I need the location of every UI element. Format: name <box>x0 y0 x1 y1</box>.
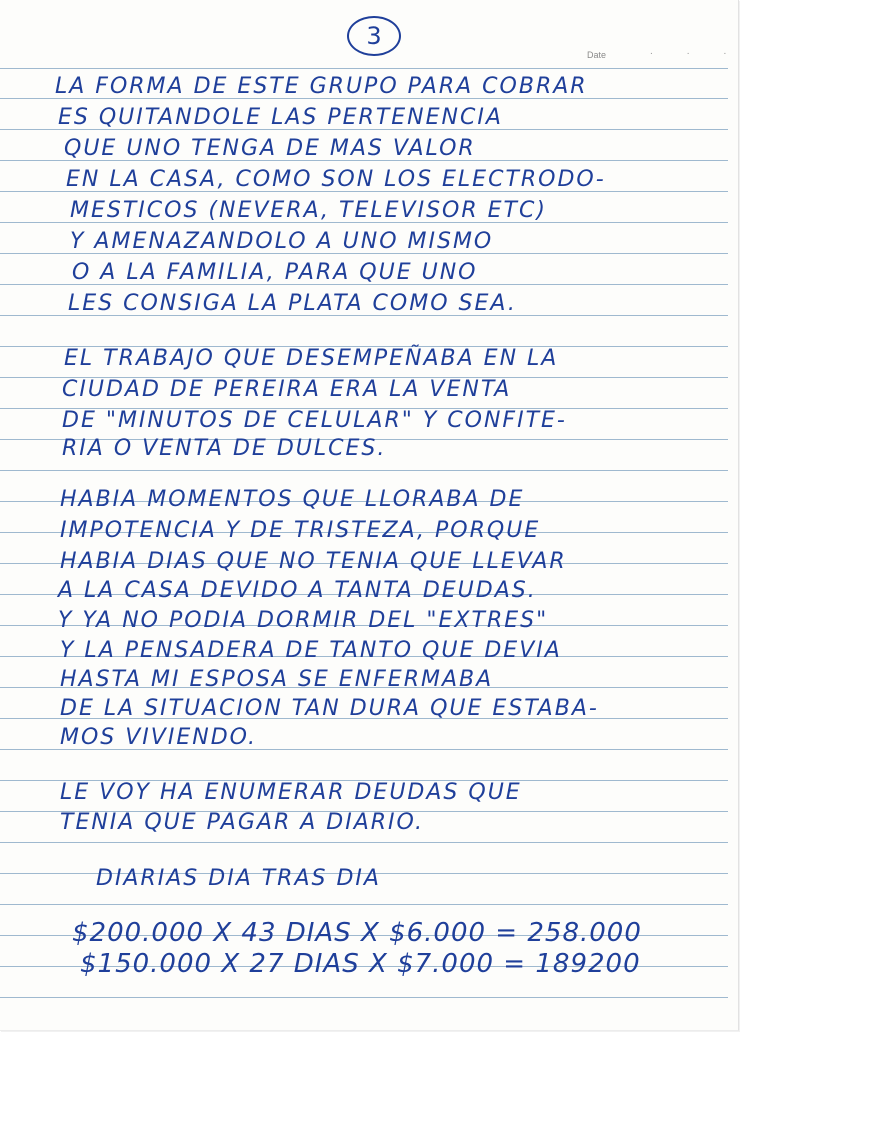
text-line: Y LA PENSADERA DE TANTO QUE DEVIA <box>60 638 562 663</box>
section-heading: DIARIAS DIA TRAS DIA <box>96 866 381 891</box>
text-line: HABIA MOMENTOS QUE LLORABA DE <box>60 487 525 512</box>
text-line: RIA O VENTA DE DULCES. <box>62 436 387 461</box>
text-line: MESTICOS (NEVERA, TELEVISOR ETC) <box>70 198 547 223</box>
text-line: TENIA QUE PAGAR A DIARIO. <box>60 810 424 835</box>
text-line: O A LA FAMILIA, PARA QUE UNO <box>72 260 478 285</box>
text-line: EN LA CASA, COMO SON LOS ELECTRODO- <box>66 167 606 192</box>
text-line: HASTA MI ESPOSA SE ENFERMABA <box>60 667 494 692</box>
debt-line: $150.000 X 27 DIAS X $7.000 = 189200 <box>80 949 641 979</box>
text-line: HABIA DIAS QUE NO TENIA QUE LLEVAR <box>60 549 567 574</box>
text-line: DE "MINUTOS DE CELULAR" Y CONFITE- <box>62 408 567 433</box>
text-line: MOS VIVIENDO. <box>60 725 258 750</box>
text-line: Y AMENAZANDOLO A UNO MISMO <box>70 229 494 254</box>
debt-line: $200.000 X 43 DIAS X $6.000 = 258.000 <box>72 918 642 948</box>
date-dots: ... <box>650 46 761 57</box>
text-line: IMPOTENCIA Y DE TRISTEZA, PORQUE <box>60 518 541 543</box>
ruled-line <box>0 842 728 843</box>
text-line: DE LA SITUACION TAN DURA QUE ESTABA- <box>60 696 599 721</box>
text-line: LES CONSIGA LA PLATA COMO SEA. <box>68 291 517 316</box>
text-line: LA FORMA DE ESTE GRUPO PARA COBRAR <box>55 74 588 99</box>
text-line: EL TRABAJO QUE DESEMPEÑABA EN LA <box>64 346 559 371</box>
ruled-line <box>0 904 728 905</box>
ruled-line <box>0 470 728 471</box>
ruled-line <box>0 997 728 998</box>
ruled-line <box>0 68 728 69</box>
text-line: Y YA NO PODIA DORMIR DEL "EXTRES" <box>58 608 549 633</box>
text-line: QUE UNO TENGA DE MAS VALOR <box>64 136 476 161</box>
text-line: ES QUITANDOLE LAS PERTENENCIA <box>58 105 503 130</box>
page-number-circle: 3 <box>347 16 401 56</box>
text-line: LE VOY HA ENUMERAR DEUDAS QUE <box>60 780 522 805</box>
text-line: A LA CASA DEVIDO A TANTA DEUDAS. <box>58 578 537 603</box>
date-label: Date <box>587 50 607 60</box>
text-line: CIUDAD DE PEREIRA ERA LA VENTA <box>62 377 512 402</box>
